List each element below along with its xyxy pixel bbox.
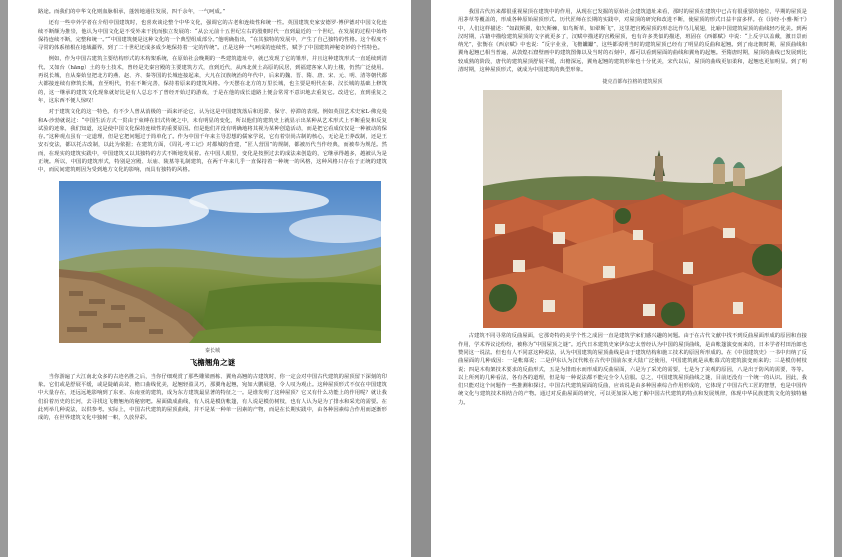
paragraph: 对于建筑文化的这一特色，有不少人曾从消极的一面来评论它，认为这是中国建筑落后和迟滞、保守、停滞的表现。例如英国艺术史家L·佛克曼和A·沙勃就说过：“中国生活方式一贯由于束缚在旧式传统之中，未有明显的变化，所以他们的建筑史上就显示出某种从艺术形式上不断重复和反复试验的迹象，我们知道，这是使中国文化保持连续性的重要原因。但是他们并没有明确地将其视为某种创造活动，而是把它看成仅仅是一种被动的保存。”这种观点虽有一定道理，但是它把问题过于简单化了。作为中国千年来主导思想的儒家学说，它有着崇尚古制的核心，无论是王莽改制，还是王安石变法，都以托古改制，以此为依据；在建筑方面，《周礼·考工记》对都城的营建，“匠人营国”的规制，都被历代当作经典，而被奉为规范。然而，在现实的建筑实践中，中国建筑又以其独特的方式不断地发展着。在中国人眼里，变化是按照过去的成法来创造的，它继承得越多，越被认为是正统。所以，中国的建筑形式，特别是宫殿、坛庙、陵墓等礼制建筑，在两千年来几乎一直保持着一种统一的风格，这种风格只存在于正统的建筑中，而民间建筑则因为受到地方文化的影响，而具有独特的风格。 — [38, 109, 387, 174]
photo-caption: 秦长城 — [204, 347, 220, 354]
paragraph: 当你游遍了大江南北众多的古迹名胜之后，当你仔细观赏了那些雕梁画栋、翼角高翘的古建筑时，你一定会对中国古代建筑的屋顶留下深刻的印象。它们或是舒展平缓，或是陡峭高耸，檐口曲线优美，起翘轻盈灵巧，那翼角起翘，宛如大鹏展翅，令人叹为观止。这种屋顶形式不仅在中国建筑中大量存在，还远远地影响到了东亚、东南亚的建筑，成为东方建筑最显著的特征之一。是谁发明了这种屋顶？它又有什么功能上的作用呢？就让我们沿着历史的长河，去寻找这飞檐翘角的秘密吧。屋面做成曲线，有人说是模仿帐篷，有人说是模仿树枝，也有人认为是为了排水和采光的需要。在此列举几种说法，以供参考。实际上，中国古代建筑的屋顶曲线，并不是某一种单一因素的产物，而是在长期实践中，由各种因素综合作用而逐渐形成的，在世界建筑文化中独树一帜，久放异彩。 — [38, 373, 387, 422]
left-page — [8, 0, 411, 557]
page-gutter — [411, 0, 431, 557]
paragraph: 我国古代历来都很重视屋顶在建筑中的作用，从现在已发掘的原始社会建筑遗址来看，那时的屋顶在建筑中已占有很重要的地位，早期的屋顶是用茅草等覆盖的，形成各种原始屋顶形式。历代匠师在长期的实践中，对屋顶的研究和改进不断，使屋顶的形式日益丰富多样。在《诗经·小雅·斯干》中，人们这样描述：“如跂斯翼，如矢斯棘，如鸟斯革，如翚斯飞”，这里把宫殿屋顶的形态比作鸟儿展翅，比喻中国建筑屋顶的曲线轻巧优美。到两汉时期，古籍中描绘建筑屋顶的文字就更多了，汉赋中描述的宫殿屋顶，也有许多类似的描述，班固在《西都赋》中说：“上反宇以盖戴，激日景而纳光”，张衡在《西京赋》中也说：“反宇业业，飞檐钀钀”，这些都说明当时的建筑屋顶已经有了明显的反曲和起翘。到了南北朝时期，屋顶曲线和翼角起翘已相当普遍，从敦煌石窟壁画中的建筑图像以及当时的石刻中，都可以看到屋面的曲线和翼角的起翘。至隋唐时期，屋顶的曲线已发展到比较成熟的阶段，唐代的建筑屋顶舒展平缓，出檐深远，翼角起翘的建筑形象也十分优美，宋代以后，屋顶的曲线更加柔和，起翘也更加明显。到了明清时期，这种屋顶形式，就成为中国建筑的典型形象。 — [458, 9, 807, 74]
great-wall-photo — [59, 181, 381, 343]
paragraph: 古建筑不同寻常的反曲屋面，它那奇特的美学个性之成因一直是建筑学家们感兴趣的问题。由于在古代文献中找不到反曲屋面形成的原因和直接作用，学术界议论纷纷，被称为“中国屋顶之谜”。近代日本建筑史家伊东忠太曾经认为中国的屋顶曲线，是由帐篷演变而来的，日本学者村田治郎也赞同这一说法。但也有人不同意这种说法，认为中国建筑的屋顶曲线是由于建筑结构和施工技术的原因所形成的。在《中国建筑史》一书中归纳了反曲屋面的几种成因：一是帐幕说；二是伊东认为汉代帐在古代中国前东亚大陆广泛使用，中国建筑就是从帐幕式的建筑演变而来的；三是模仿树枝说；四是木构架技术要求的反曲形式，五是为排雨水而形成的反曲屋面，六是为了采光的需要，七是为了美观的原因，八是出于防风的需要，等等。以上所列的几种看法，各有各的道理，但是每一种说法都不能完全令人信服。总之，中国建筑屋顶曲线之谜，目前还没有一个统一的认识。因此，我们只能对这个问题作一些推测和探讨。中国古代建筑屋面的反曲，应该说是由多种因素综合作用形成的，它体现了中国古代工匠的智慧，也是中国传统文化与建筑技术相结合的产物。通过对反曲屋面的研究，可以更加深入地了解中国古代建筑的特点和发展规律，体现中华民族建筑文化的独特魅力。 — [458, 333, 807, 406]
right-page — [431, 0, 834, 557]
prague-rooftops-photo — [483, 90, 782, 328]
photo-caption: 捷克首都布拉格的建筑屋顶 — [602, 79, 663, 86]
paragraph: 路途。而我们的中华文化则血脉相承，蓬勃地通往发展，四千余年，一气呵成。” — [38, 9, 226, 15]
section-title: 飞檐翘角之谜 — [189, 357, 236, 367]
paragraph: 还有一些中外学者在介绍中国建筑时，也喜欢谈论整个中华文化，强调它的古老和连续性和统一性。英国建筑史家安德罗·博伊德对中国文化连续不断颇为推崇，他认为中国文化是不受外来干扰而独立发展的：“从公元前十五世纪左右的殷朝时代一直到最近的一个世纪，在发展的过程中始终保持连续不断，完整和统一。”“中国建筑便是这种文化的一个典型组成部分。”他明确指出，“在其独特的发展中，产生了自己独特的性格。这个程度不寻常的体系植根在地域疆界，到了二十世纪还成多成少地保持着一定的传统”。正是这种一气呵成的连续性，赋予了中国建筑神秘奇妙的个性特色。 — [38, 20, 387, 52]
paragraph: 例如，作为中国古建筑主要结构形式的木构架系统，在原始社会晚期的一些建筑遗址中，就已发现了它的雏形，并且这种建筑形式一直延续到清代。又如台（hāng）土的夯土技术，曾经是先秦宫殿的主要建筑方式，直到近代，从西北黄土高原的民居，到福建客家人的土楼，仍然广泛使用。再说长城，自从秦始皇把北方的燕、赵、齐、秦等国的长城连接起来，大凡在汉族统治的年代中，后来的魏、晋、隋、唐、宋、元、明、清等朝代都大都接连续有修筑长城，直至明代，仍在不断完善，保持着原来的建筑风格。今天摆在北方的万里长城，也主要是明代在秦、汉长城的基础上修筑的，这一继承的建筑文化现象就好比是有人总忘不了曾经开始过的游戏，于是在他的成长道路上便会常常不意识地去重复它。改进它，直到重复之年，这东西不便人惊叹！ — [38, 56, 387, 104]
